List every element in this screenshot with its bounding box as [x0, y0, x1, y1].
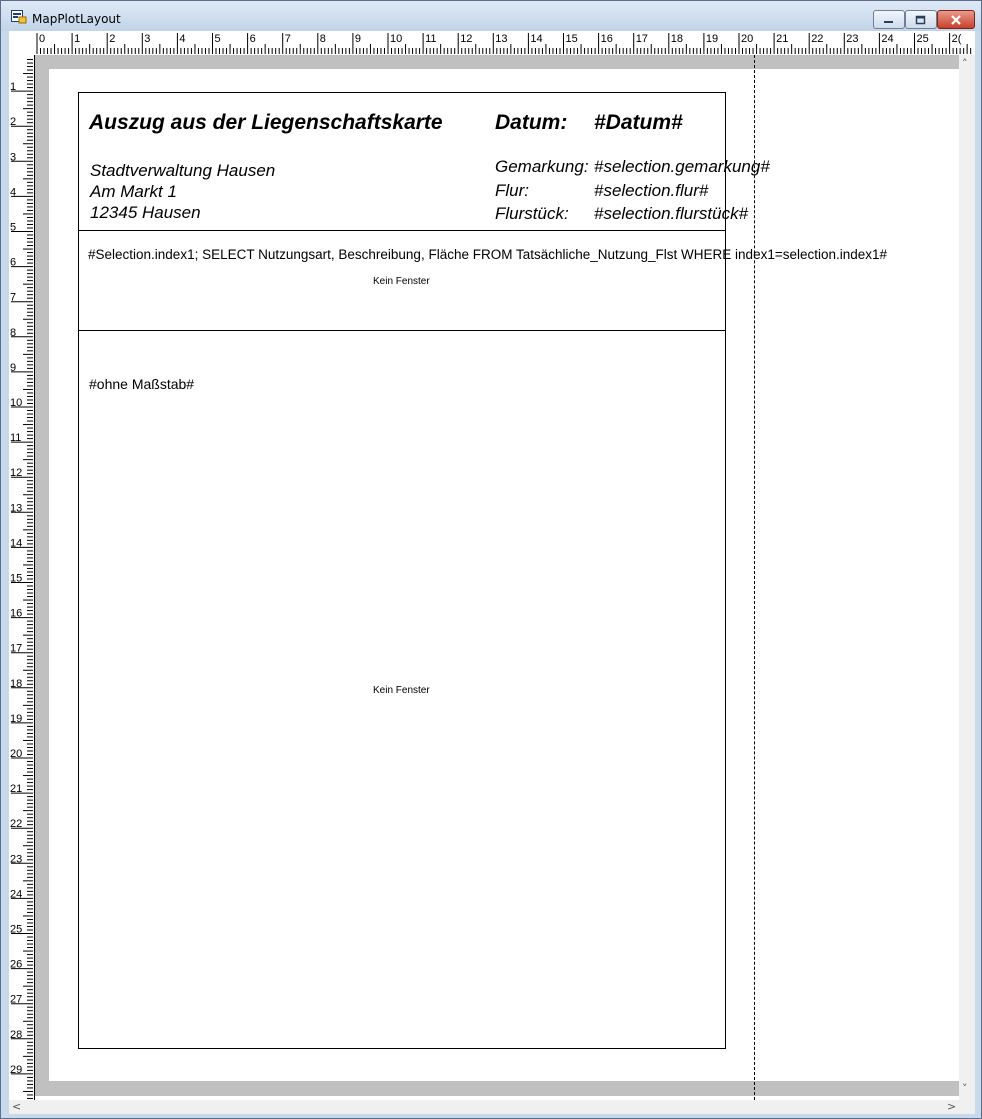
close-button[interactable]	[937, 10, 975, 29]
ruler-label: 9	[10, 361, 17, 374]
ruler-label: 7	[10, 291, 17, 304]
ruler-label: 6	[10, 256, 17, 269]
window-title: MapPlotLayout	[32, 12, 121, 26]
horizontal-scrollbar[interactable]	[9, 1100, 959, 1114]
ruler-label: 15	[10, 572, 23, 585]
layout-title[interactable]: Auszug aus der Liegenschaftskarte	[89, 111, 443, 134]
ruler-label: 6	[249, 33, 256, 45]
ruler-label: 21	[776, 33, 789, 45]
ruler-label: 4	[179, 33, 186, 45]
scroll-left-arrow[interactable]: <	[12, 1100, 22, 1113]
maximize-button[interactable]	[905, 10, 937, 29]
ruler-label: 25	[916, 33, 929, 45]
ruler-label: 24	[881, 33, 894, 45]
ruler-label: 2(	[951, 33, 962, 45]
minimize-icon	[883, 16, 895, 24]
flur-value[interactable]: #selection.flur#	[594, 181, 709, 200]
query-divider	[78, 330, 726, 331]
vertical-scrollbar[interactable]	[959, 55, 975, 1100]
scroll-up-arrow[interactable]: ˄	[962, 57, 968, 70]
ruler-label: 26	[10, 958, 23, 971]
ruler-label: 0	[39, 33, 46, 45]
ruler-label: 11	[425, 33, 437, 45]
maximize-icon	[915, 15, 927, 25]
address-line-2[interactable]: Am Markt 1	[90, 182, 177, 201]
ruler-label: 25	[10, 923, 23, 936]
address-line-1[interactable]: Stadtverwaltung Hausen	[90, 161, 276, 180]
close-icon	[950, 14, 962, 26]
ruler-label: 21	[10, 783, 23, 796]
address-line-3[interactable]: 12345 Hausen	[90, 203, 201, 222]
ruler-label: 14	[10, 537, 23, 550]
ruler-label: 16	[600, 33, 613, 45]
gemarkung-label[interactable]: Gemarkung:	[495, 157, 589, 176]
layout-editor	[9, 31, 975, 1114]
ruler-corner	[9, 31, 34, 55]
ruler-label: 19	[10, 712, 23, 725]
ruler-label: 17	[10, 642, 23, 655]
scroll-down-arrow[interactable]: ˅	[962, 1082, 968, 1095]
ruler-label: 9	[354, 33, 362, 45]
horizontal-ruler-ticks	[34, 31, 975, 55]
query-text[interactable]: #Selection.index1; SELECT Nutzungsart, Beschreibung, Fläche FROM Tatsächliche_Nutzung_Flst WHERE index1=selection.index1#	[88, 247, 888, 262]
ruler-label: 10	[390, 33, 403, 45]
ruler-label: 28	[10, 1028, 23, 1041]
ruler-label: 3	[144, 33, 151, 45]
layout-frame[interactable]	[78, 92, 726, 1049]
ruler-label: 29	[10, 1063, 23, 1076]
gemarkung-value[interactable]: #selection.gemarkung#	[594, 157, 770, 176]
ruler-label: 5	[10, 221, 17, 234]
ruler-label: 5	[214, 33, 221, 45]
flurstueck-label[interactable]: Flurstück:	[495, 204, 569, 223]
ruler-label: 22	[10, 818, 23, 831]
ruler-label: 8	[10, 326, 17, 339]
page-boundary-line	[754, 55, 755, 1100]
flurstueck-value[interactable]: #selection.flurstück#	[594, 204, 749, 223]
ruler-label: 23	[846, 33, 859, 45]
ruler-label: 12	[10, 467, 23, 480]
ruler-label: 1	[74, 33, 81, 45]
scroll-right-arrow[interactable]: >	[947, 1100, 957, 1113]
ruler-label: 13	[495, 33, 508, 45]
app-icon	[11, 10, 27, 24]
size-grip[interactable]	[959, 1100, 975, 1114]
header-divider	[78, 230, 726, 231]
ruler-label: 27	[10, 993, 23, 1006]
ruler-label: 11	[10, 432, 22, 445]
ruler-label: 3	[10, 151, 17, 164]
ruler-label: 8	[319, 33, 326, 45]
ruler-label: 15	[565, 33, 578, 45]
datum-value[interactable]: #Datum#	[594, 111, 683, 134]
scale-text[interactable]: #ohne Maßstab#	[89, 376, 195, 392]
title-bar[interactable]	[1, 1, 981, 31]
ruler-label: 1	[10, 81, 17, 94]
ruler-label: 10	[10, 397, 23, 409]
minimize-button[interactable]	[873, 10, 905, 29]
ruler-label: 16	[10, 607, 23, 620]
ruler-label: 19	[705, 33, 719, 45]
ruler-label: 7	[284, 33, 291, 45]
ruler-label: 18	[670, 33, 684, 45]
vertical-ruler[interactable]	[9, 55, 35, 1100]
ruler-label: 13	[10, 502, 23, 515]
flur-label[interactable]: Flur:	[495, 181, 529, 200]
ruler-label: 23	[10, 853, 23, 866]
ruler-label: 4	[10, 186, 17, 199]
ruler-label: 2	[10, 116, 17, 129]
ruler-label: 2	[109, 33, 116, 45]
map-window-placeholder: Kein Fenster	[373, 685, 430, 696]
ruler-label: 17	[635, 33, 648, 45]
vertical-ruler-ticks	[9, 55, 34, 1100]
horizontal-ruler[interactable]	[34, 31, 975, 56]
query-window-placeholder: Kein Fenster	[373, 276, 430, 287]
ruler-label: 18	[10, 677, 23, 690]
ruler-label: 14	[530, 33, 543, 45]
ruler-label: 20	[10, 748, 23, 760]
ruler-label: 12	[460, 33, 473, 45]
ruler-label: 22	[811, 33, 824, 45]
ruler-label: 20	[741, 33, 754, 45]
datum-label[interactable]: Datum:	[495, 111, 568, 134]
ruler-label: 24	[10, 888, 23, 901]
